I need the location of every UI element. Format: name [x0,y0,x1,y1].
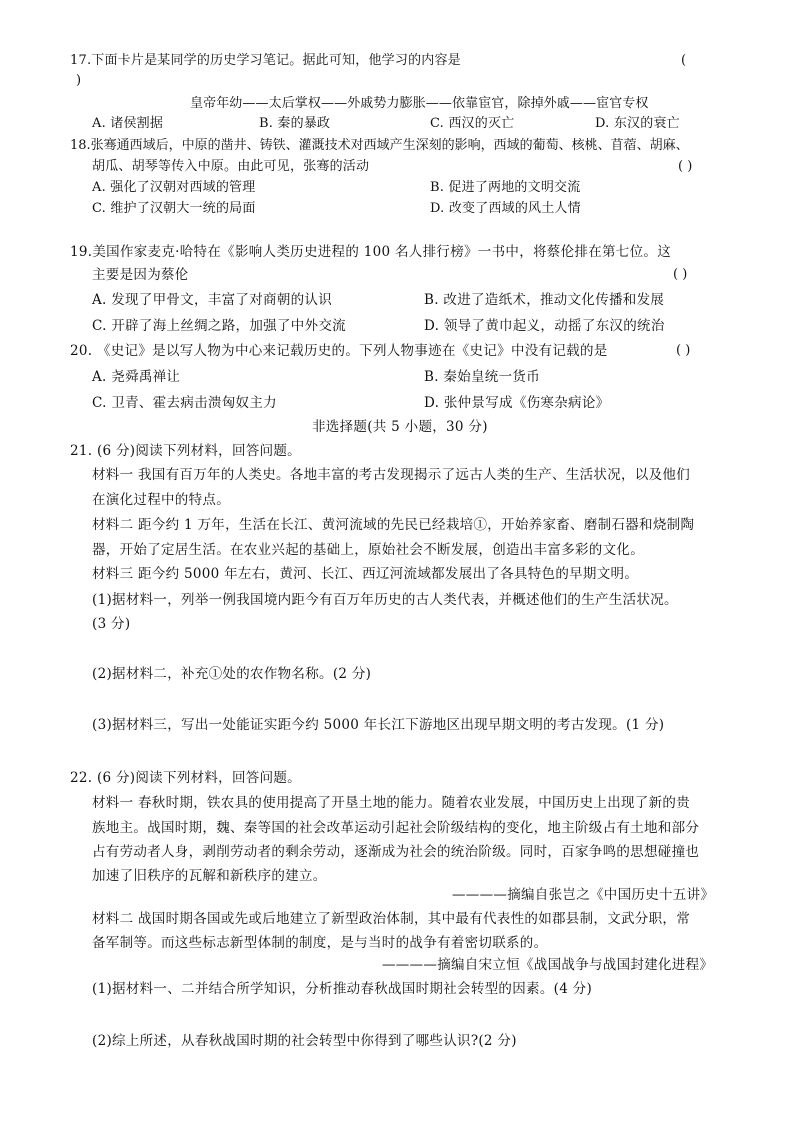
q17-stem: 17.下面卡片是某同学的历史学习笔记。据此可知，他学习的内容是 [70,53,461,68]
q18-option-a[interactable]: A. 强化了汉朝对西域的管理 [92,180,256,195]
q17-option-b[interactable]: B. 秦的暴政 [259,116,331,131]
q22-sub1: (1)据材料一、二并结合所学知识，分析推动春秋战国时期社会转型的因素。(4 分) [92,981,593,997]
q19-stem-line1: 19.美国作家麦克·哈特在《影响人类历史进程的 100 名人排行榜》一书中，将蔡伦排在第七位。这 [70,244,672,260]
q17-bracket-close: ) [76,73,82,88]
q19-stem-line2: 主要是因为蔡伦 [92,267,189,283]
q21-sub3: (3)据材料三，写出一处能证实距今约 5000 年长江下游地区出现早期文明的考古发现。(1 分) [92,717,665,733]
q18-stem-line1: 18.张骞通西域后，中原的凿井、铸铁、灌溉技术对西域产生深刻的影响，西域的葡萄、核桃、苜蓿、胡麻、 [70,138,689,153]
q22-material1-line1: 材料一 春秋时期，铁农具的使用提高了开垦土地的能力。随着农业发展，中国历史上出现了新的贵 [92,795,690,811]
q19-option-a[interactable]: A. 发现了甲骨文，丰富了对商朝的认识 [92,292,333,308]
q19-option-c[interactable]: C. 开辟了海上丝绸之路，加强了中外交流 [92,318,346,334]
q18-answer-bracket: ( ) [678,159,693,174]
q21-material3: 材料三 距今约 5000 年左右，黄河、长江、西辽河流域都发展出了各具特色的早期文明。 [92,566,639,582]
q17-option-a[interactable]: A. 诸侯割据 [92,116,164,131]
q22-material2-source: ————摘编自宋立恒《战国战争与战国封建化进程》 [382,957,714,973]
q22-material2-line1: 材料二 战国时期各国或先或后地建立了新型政治体制，其中最有代表性的如郡县制，文武分职，常 [92,911,690,927]
q21-material2-line1: 材料二 距今约 1 万年，生活在长江、黄河流域的先民已经栽培①，开始养家畜、磨制石器和烧制陶 [92,517,695,533]
q22-stem: 22. (6 分)阅读下列材料，回答问题。 [70,770,301,786]
q21-material1-line2: 在演化过程中的特点。 [92,492,230,508]
q22-material1-line3: 占有劳动者人身，剥削劳动者的剩余劳动，逐渐成为社会的统治阶级。同时，百家争鸣的思想碰撞也 [92,844,700,860]
q22-material1-line2: 族地主。战国时期，魏、秦等国的社会改革运动引起社会阶级结构的变化，地主阶级占有土地和部分 [92,820,700,836]
q21-sub1-line2: (3 分) [92,616,131,632]
q17-bracket-open: ( [681,53,687,68]
q22-material1-line4: 加速了旧秩序的瓦解和新秩序的建立。 [92,868,327,884]
q19-answer-bracket: ( ) [673,267,688,282]
q22-material1-source: ————摘编自张岂之《中国历史十五讲》 [452,887,715,903]
q20-option-b[interactable]: B. 秦始皇统一货币 [424,369,541,385]
q18-option-d[interactable]: D. 改变了西域的风土人情 [430,201,581,216]
q21-sub1-line1: (1)据材料一，列举一例我国境内距今有百万年历史的古人类代表，并概述他们的生产生活状况。 [92,592,678,608]
q20-answer-bracket: ( ) [676,343,691,358]
q19-option-d[interactable]: D. 领导了黄巾起义，动摇了东汉的统治 [424,318,665,334]
q21-material1-line1: 材料一 我国有百万年的人类史。各地丰富的考古发现揭示了远古人类的生产、生活状况，以及他们 [92,467,690,483]
q17-option-d[interactable]: D. 东汉的衰亡 [595,116,680,131]
q20-option-c[interactable]: C. 卫青、霍去病击溃匈奴主力 [92,395,277,411]
q21-material2-line2: 器，开始了定居生活。在农业兴起的基础上，原始社会不断发展，创造出丰富多彩的文化。 [92,542,644,558]
q19-option-b[interactable]: B. 改进了造纸术，推动文化传播和发展 [424,292,665,308]
q18-option-c[interactable]: C. 维护了汉朝大一统的局面 [92,201,256,216]
section-title: 非选择题(共 5 小题，30 分) [312,419,488,435]
q20-option-a[interactable]: A. 尧舜禹禅让 [92,369,181,385]
q22-sub2: (2)综上所述，从春秋战国时期的社会转型中你得到了哪些认识?(2 分) [92,1033,517,1049]
q20-option-d[interactable]: D. 张仲景写成《伤寒杂病论》 [424,395,610,411]
q17-option-c[interactable]: C. 西汉的灭亡 [430,116,515,131]
q18-option-b[interactable]: B. 促进了两地的文明交流 [430,180,581,195]
q21-sub2: (2)据材料二，补充①处的农作物名称。(2 分) [92,666,372,682]
q17-note-card: 皇帝年幼——太后掌权——外戚势力膨胀——依靠宦官，除掉外戚——宦官专权 [190,96,649,111]
q18-stem-line2: 胡瓜、胡琴等传入中原。由此可见，张骞的活动 [92,159,370,174]
q22-material2-line2: 备军制等。而这些标志新型体制的制度，是与当时的战争有着密切联系的。 [92,935,548,951]
q21-stem: 21. (6 分)阅读下列材料，回答问题。 [70,443,301,459]
q20-stem: 20. 《史记》是以写人物为中心来记载历史的。下列人物事迹在《史记》中没有记载的是 [70,343,608,359]
